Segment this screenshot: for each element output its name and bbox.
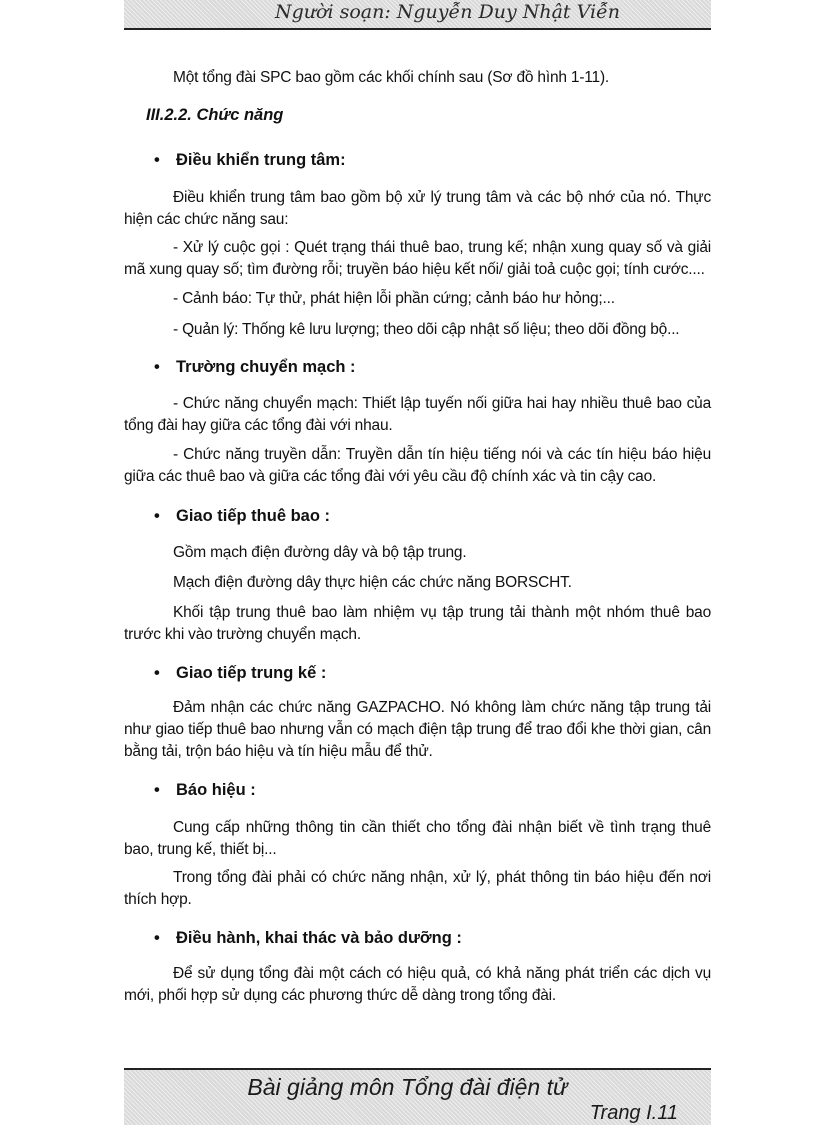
heading-signaling: • Báo hiệu :	[154, 781, 256, 799]
bullet-icon: •	[154, 781, 160, 799]
bullet-icon: •	[154, 664, 160, 682]
paragraph: Gồm mạch điện đường dây và bộ tập trung.	[173, 544, 467, 561]
paragraph: - Xử lý cuộc gọi : Quét trạng thái thuê bao, trung kế; nhận xung quay số và giải mã xung quay số; tìm đường rỗi; truyền báo hiệu kết nối/ giải toả cuộc gọi; tính cước....	[124, 239, 711, 278]
paragraph: Cung cấp những thông tin cần thiết cho tổng đài nhận biết về tình trạng thuê bao, trung kế, thiết bị...	[124, 819, 711, 858]
heading-central-control: • Điều khiển trung tâm:	[154, 151, 346, 169]
paragraph: Khối tập trung thuê bao làm nhiệm vụ tập trung tải thành một nhóm thuê bao trước khi vào trường chuyển mạch.	[124, 604, 711, 643]
course-title: Bài giảng môn Tổng đài điện tử	[247, 1074, 568, 1100]
paragraph: - Quản lý: Thống kê lưu lượng; theo dõi cập nhật số liệu; theo dõi đồng bộ...	[173, 321, 680, 338]
section-title: III.2.2. Chức năng	[146, 106, 284, 124]
heading-subscriber-interface: • Giao tiếp thuê bao :	[154, 507, 331, 525]
heading-switching-field: • Trường chuyển mạch :	[154, 358, 356, 376]
paragraph: Mạch điện đường dây thực hiện các chức năng BORSCHT.	[173, 574, 572, 591]
intro-paragraph: Một tổng đài SPC bao gồm các khối chính sau (Sơ đồ hình 1-11).	[173, 69, 610, 86]
bullet-icon: •	[154, 507, 160, 525]
author-line: Người soạn: Nguyễn Duy Nhật Viễn	[275, 1, 620, 23]
bullet-icon: •	[154, 358, 160, 376]
paragraph: Để sử dụng tổng đài một cách có hiệu quả, có khả năng phát triển các dịch vụ mới, phối hợp sử dụng các phương thức dễ dàng trong tổng đài.	[124, 965, 711, 1004]
paragraph: - Chức năng chuyển mạch: Thiết lập tuyến nối giữa hai hay nhiều thuê bao của tổng đài hay giữa các tổng đài với nhau.	[124, 395, 711, 434]
heading-operation-maintenance: • Điều hành, khai thác và bảo dưỡng :	[154, 929, 462, 947]
paragraph: Đảm nhận các chức năng GAZPACHO. Nó không làm chức năng tập trung tải như giao tiếp thuê bao nhưng vẫn có mạch điện tập trung để trao đổi khe thời gian, cân bằng tải, trộn báo hiệu và tín hiệu mẫu để thử.	[124, 699, 711, 760]
paragraph: Điều khiển trung tâm bao gồm bộ xử lý trung tâm và các bộ nhớ của nó. Thực hiện các chức năng sau:	[124, 189, 711, 228]
bullet-icon: •	[154, 929, 160, 947]
paragraph: - Cảnh báo: Tự thử, phát hiện lỗi phần cứng; cảnh báo hư hỏng;...	[173, 290, 615, 307]
bullet-icon: •	[154, 151, 160, 169]
page-header	[124, 0, 711, 30]
page-footer	[124, 1068, 711, 1125]
paragraph: - Chức năng truyền dẫn: Truyền dẫn tín hiệu tiếng nói và các tín hiệu báo hiệu giữa các thuê bao và giữa các tổng đài với yêu cầu độ chính xác và tin cậy cao.	[124, 446, 711, 485]
heading-trunk-interface: • Giao tiếp trung kế :	[154, 664, 327, 682]
paragraph: Trong tổng đài phải có chức năng nhận, xử lý, phát thông tin báo hiệu đến nơi thích hợp.	[124, 869, 711, 908]
page-number: Trang I.11	[589, 1102, 678, 1124]
